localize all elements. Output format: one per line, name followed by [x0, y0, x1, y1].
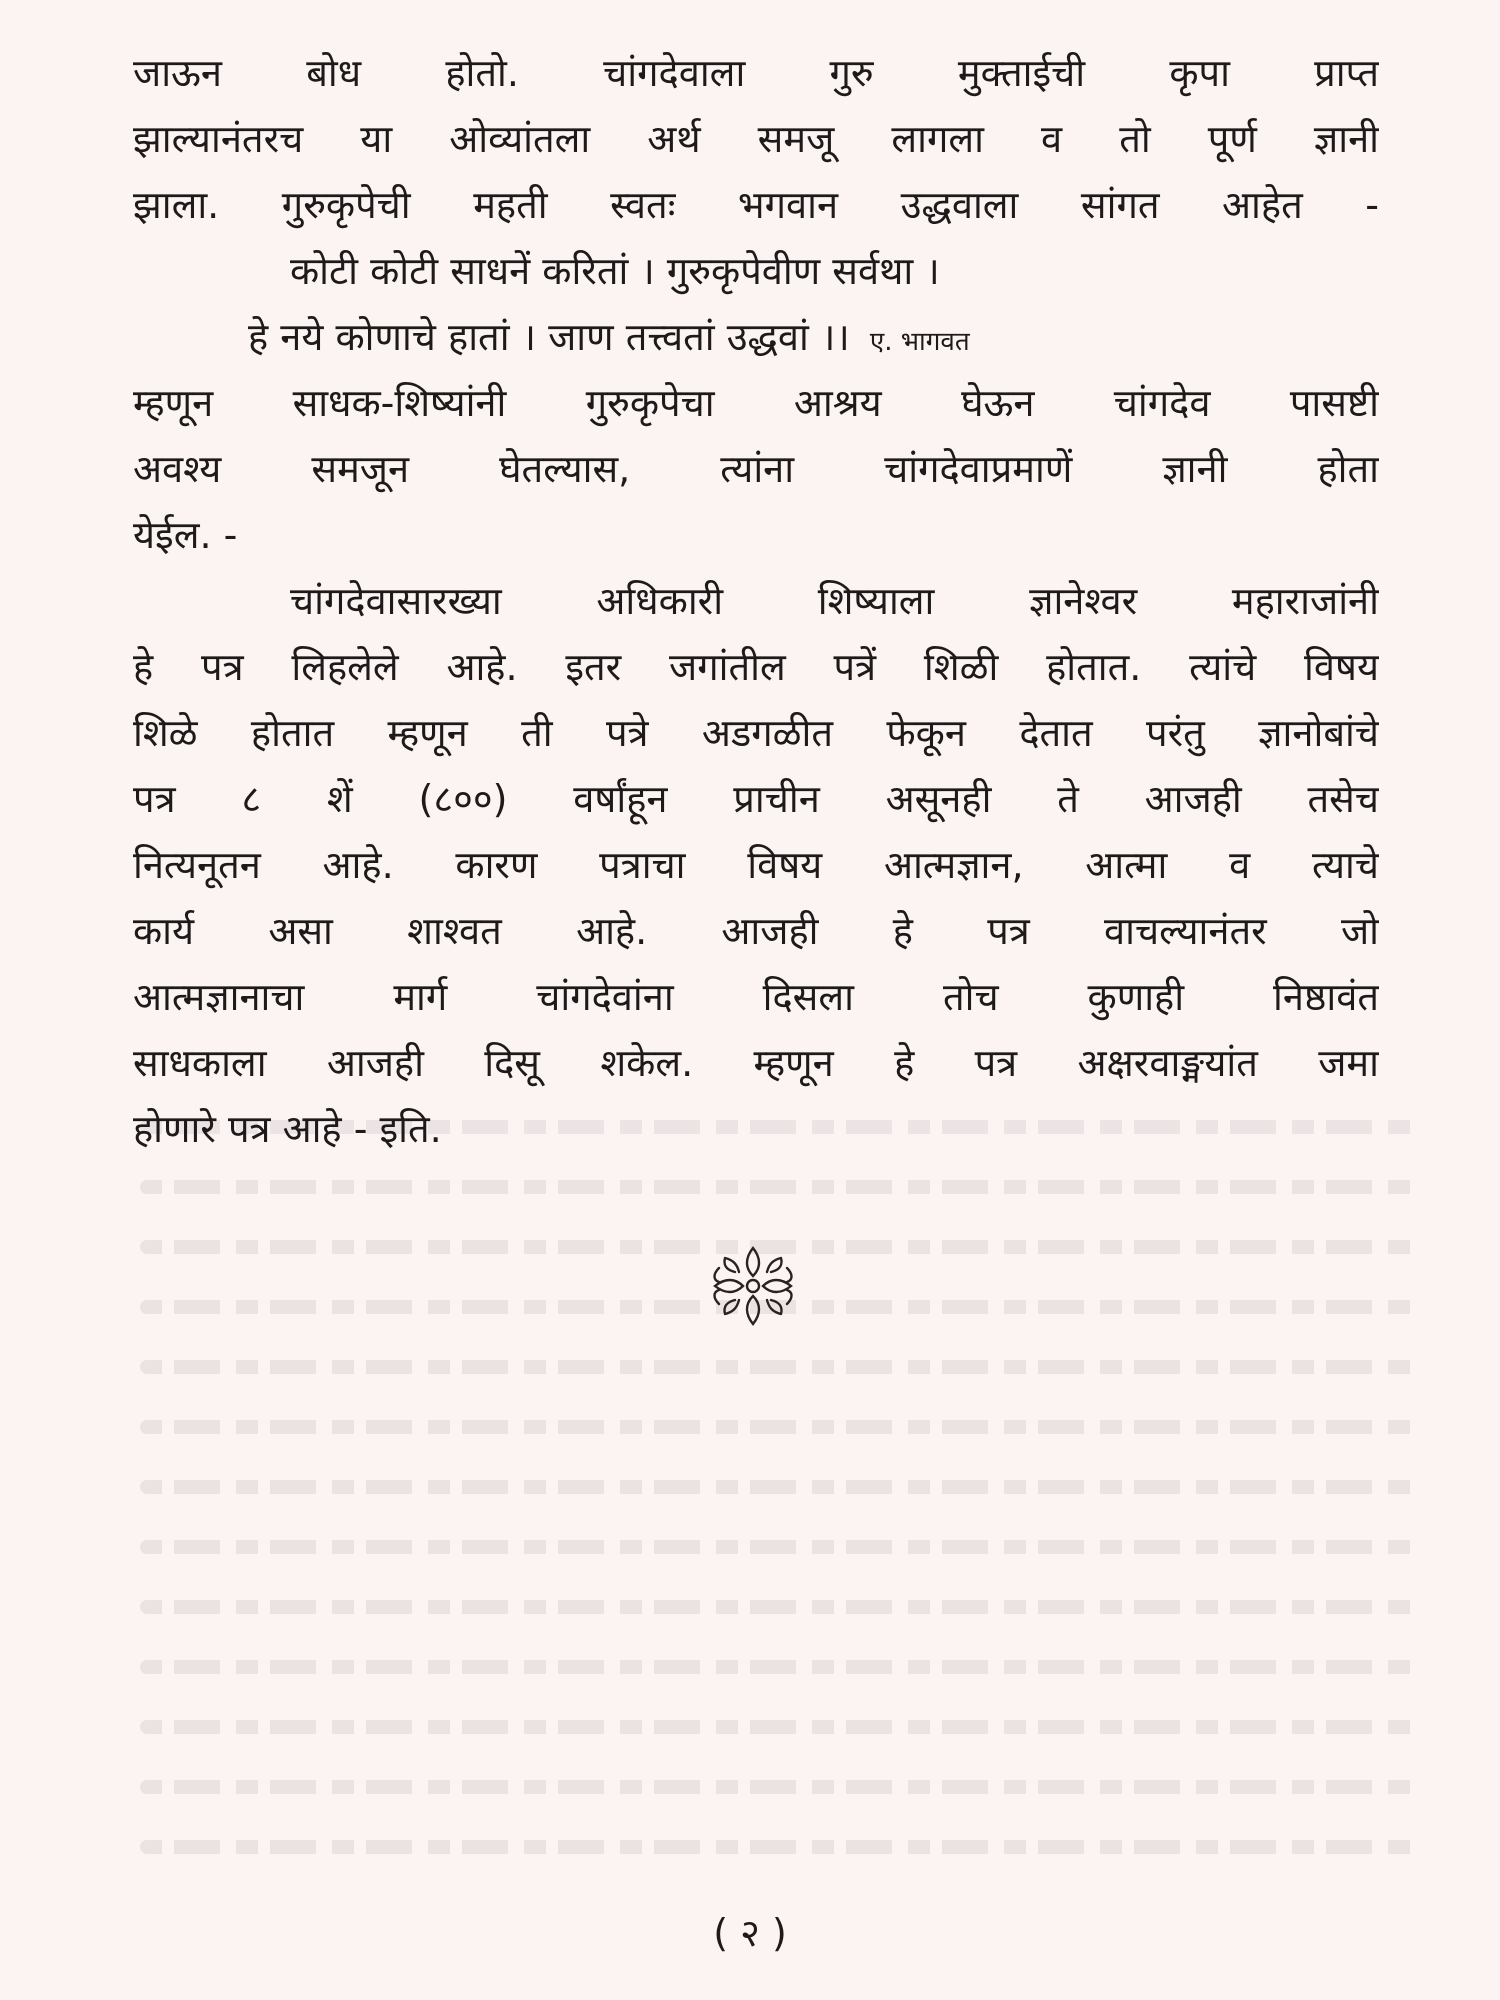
text-line: आत्मज्ञानाचा मार्ग चांगदेवांना दिसला तोच कुणाही निष्ठावंत [133, 975, 1379, 1019]
text-line: झाल्यानंतरच या ओव्यांतला अर्थ समजू लागला व तो पूर्ण ज्ञानी [133, 117, 1379, 161]
verse-reference: ए. भागवत [869, 327, 970, 357]
verse-line-2 [248, 306, 970, 373]
verse-text: हे नये कोणाचे हातां । जाण तत्त्वतां उद्धवां ।। [248, 315, 850, 359]
text-line: अवश्य समजून घेतल्यास, त्यांना चांगदेवाप्रमाणें ज्ञानी होता [133, 447, 1379, 491]
text-line: साधकाला आजही दिसू शकेल. म्हणून हे पत्र अक्षरवाङ्मयांत जमा [133, 1041, 1379, 1085]
text-line: हे पत्र लिहलेले आहे. इतर जगांतील पत्रें शिळी होतात. त्यांचे विषय [133, 645, 1379, 689]
text-line: होणारे पत्र आहे - इति. [133, 1107, 442, 1151]
text-line: जाऊन बोध होतो. चांगदेवाला गुरु मुक्ताईची कृपा प्राप्त [133, 51, 1379, 95]
bleed-through-texture [140, 1120, 1420, 1900]
text-line: चांगदेवासारख्या अधिकारी शिष्याला ज्ञानेश्वर महाराजांनी [290, 579, 1379, 623]
verse-line-1: कोटी कोटी साधनें करितां । गुरुकृपेवीण सर्वथा । [290, 249, 940, 293]
text-line: शिळे होतात म्हणून ती पत्रे अडगळीत फेकून देतात परंतु ज्ञानोबांचे [133, 711, 1379, 755]
page-number: ( २ ) [713, 1911, 787, 1955]
text-line: झाला. गुरुकृपेची महती स्वतः भगवान उद्धवाला सांगत आहेत - [133, 183, 1379, 227]
text-line: येईल. - [133, 513, 238, 557]
floral-ornament-icon [705, 1238, 801, 1334]
text-line: म्हणून साधक-शिष्यांनी गुरुकृपेचा आश्रय घेऊन चांगदेव पासष्टी [133, 381, 1379, 425]
text-line: नित्यनूतन आहे. कारण पत्राचा विषय आत्मज्ञान, आत्मा व त्याचे [133, 843, 1379, 887]
text-line: कार्य असा शाश्वत आहे. आजही हे पत्र वाचल्यानंतर जो [133, 909, 1379, 953]
text-line: पत्र ८ शें (८००) वर्षांहून प्राचीन असूनही ते आजही तसेच [133, 777, 1379, 821]
